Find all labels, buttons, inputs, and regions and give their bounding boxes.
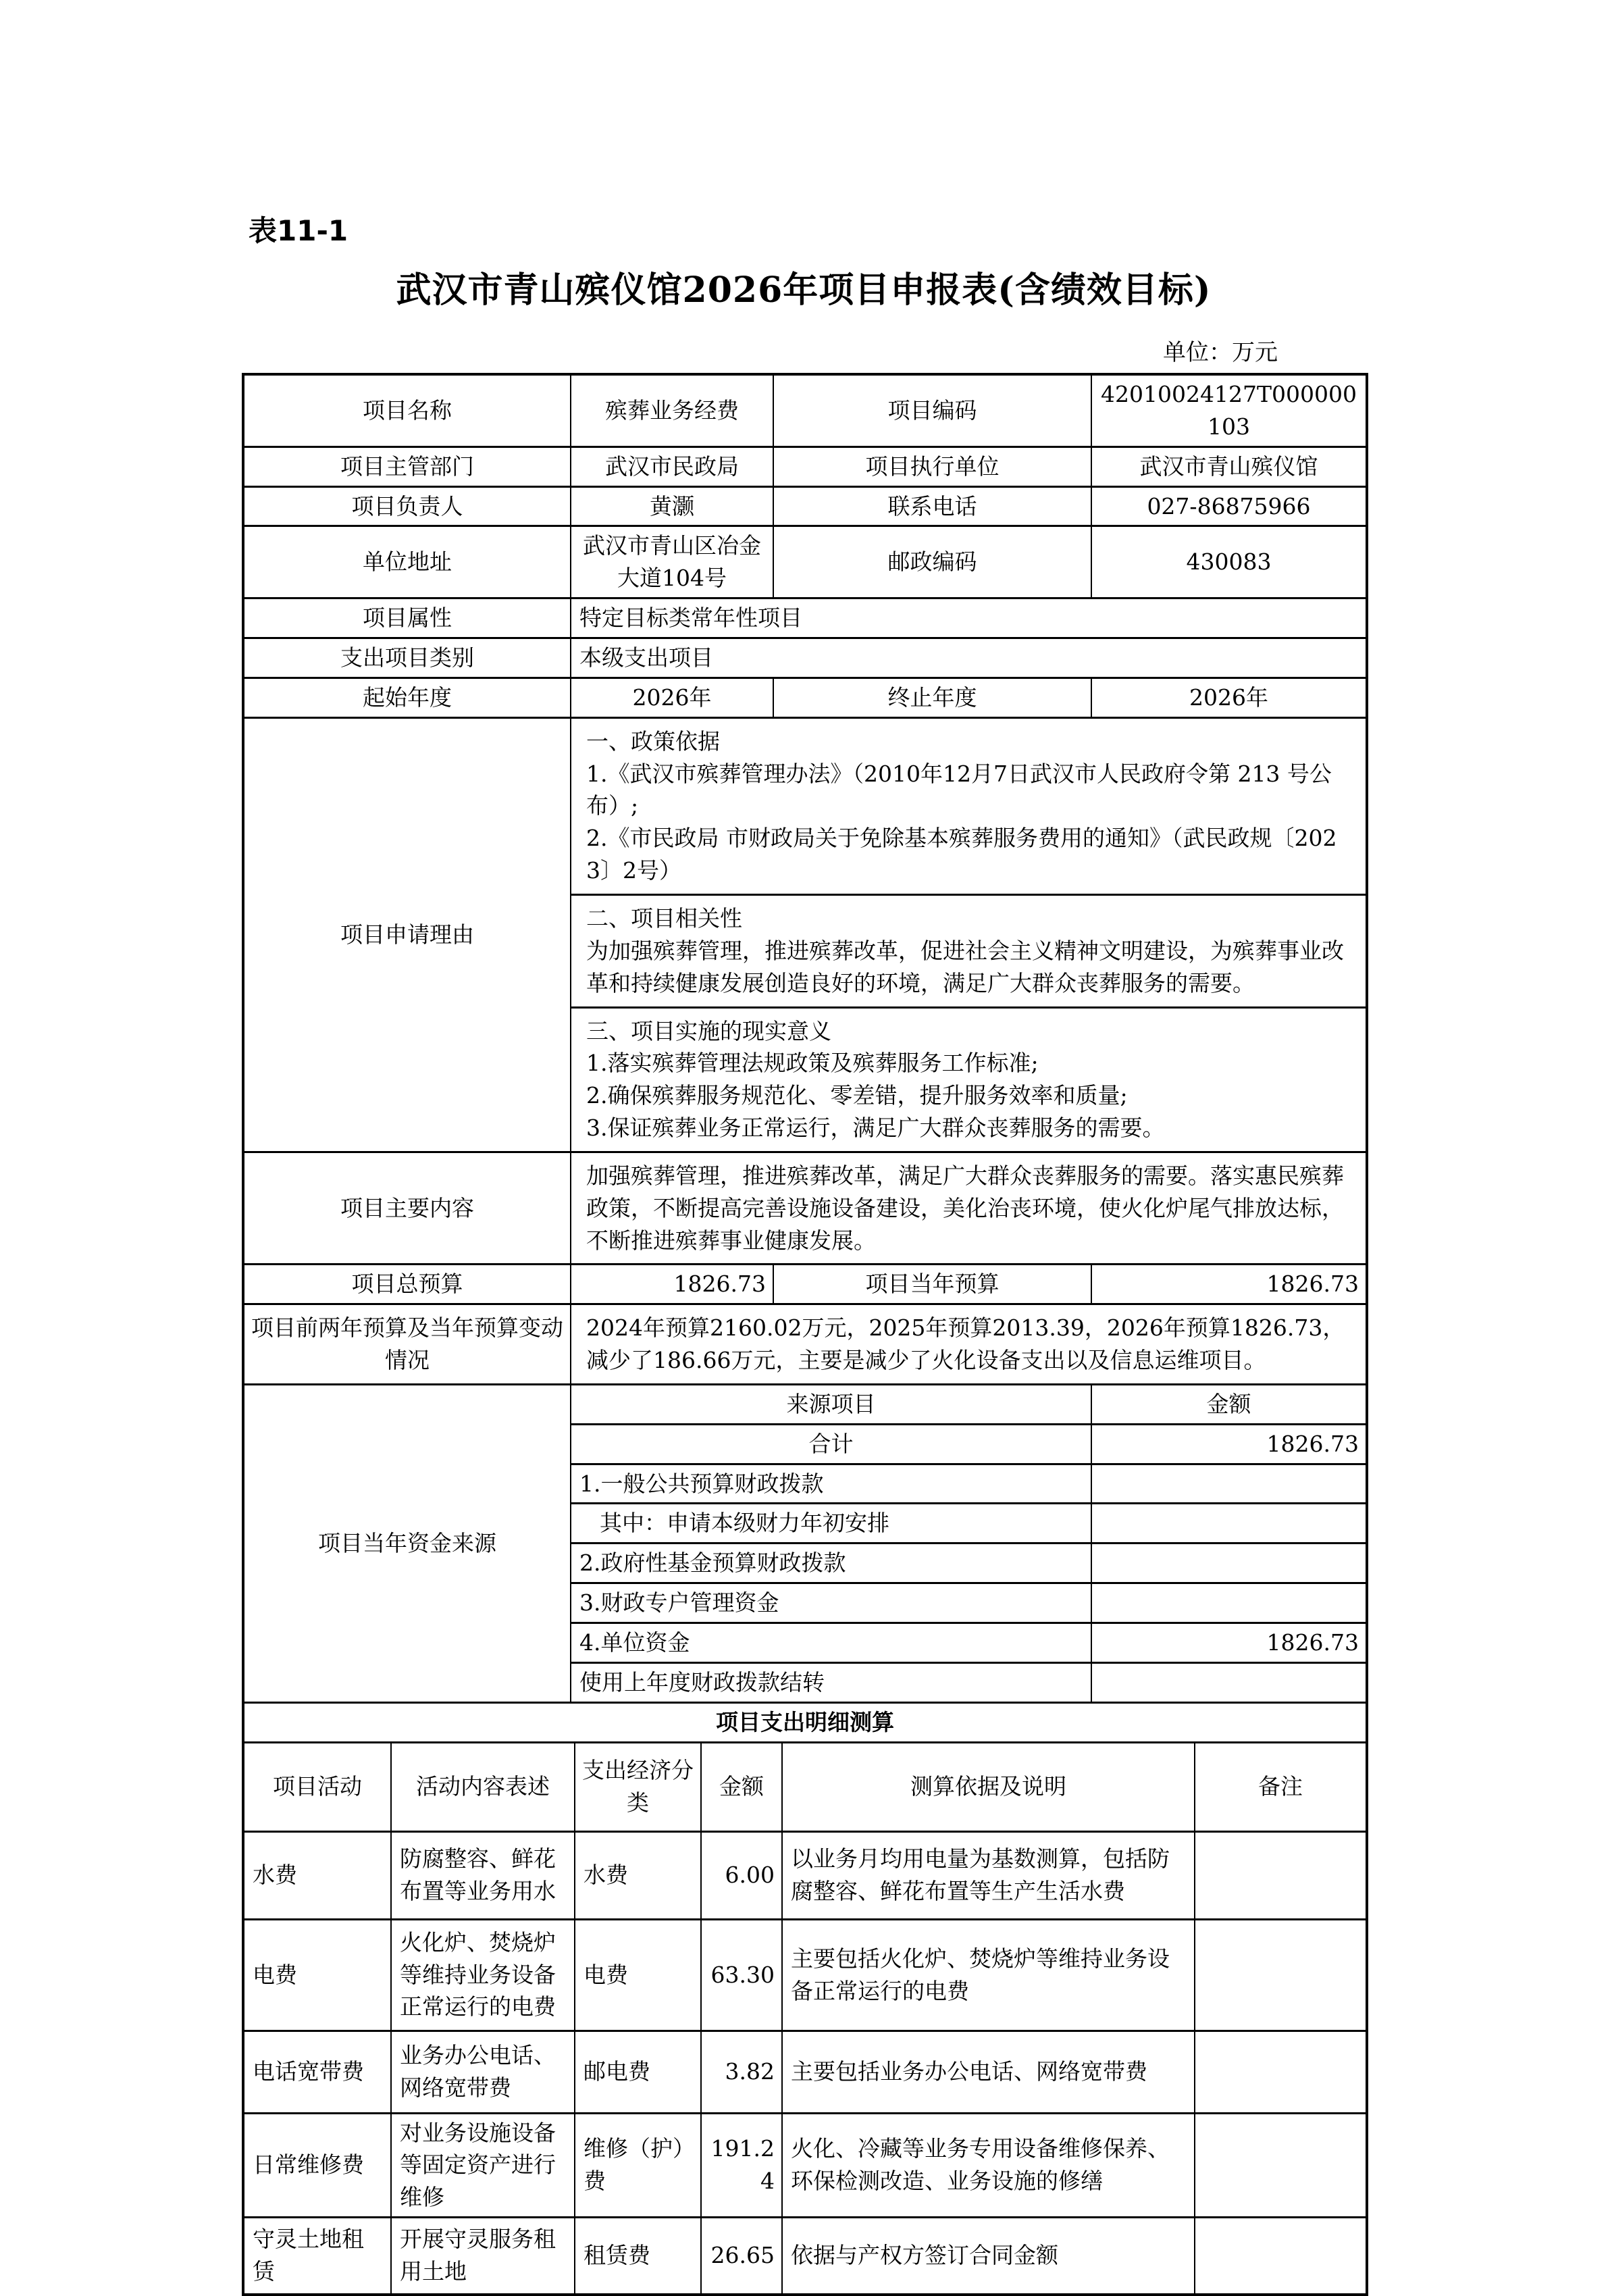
significance-heading: 三、项目实施的现实意义 <box>586 1017 831 1044</box>
project-name-value: 殡葬业务经费 <box>571 376 773 447</box>
activity: 日常维修费 <box>244 2113 391 2218</box>
significance-item-1: 1.落实殡葬管理法规政策及殡葬服务工作标准; <box>586 1050 1039 1077</box>
basis: 火化、冷藏等业务专用设备维修保养、环保检测改造、业务设施的修缮 <box>782 2113 1195 2218</box>
table-row <box>244 526 1366 598</box>
leader-value: 黄灏 <box>571 486 773 526</box>
note <box>1195 2031 1366 2113</box>
budget-change-table <box>244 1305 1366 1385</box>
table-row <box>244 719 1366 895</box>
policy-basis-item-2: 2.《市民政局 市财政局关于免除基本殡葬服务费用的通知》（武民政规〔2023〕2号） <box>586 825 1337 884</box>
exec-unit-value: 武汉市青山殡仪馆 <box>1091 447 1366 486</box>
significance-cell <box>571 1007 1366 1152</box>
policy-basis-cell <box>571 719 1366 895</box>
significance-item-2: 2.确保殡葬服务规范化、零差错，提升服务效率和质量; <box>586 1082 1128 1109</box>
current-budget-label: 项目当年预算 <box>773 1265 1091 1304</box>
policy-basis-heading: 一、政策依据 <box>586 728 720 755</box>
relevance-cell <box>571 894 1366 1007</box>
expense-row <box>244 2031 1366 2113</box>
total-budget-value: 1826.73 <box>571 1265 773 1304</box>
funding-amount-carryover <box>1091 1662 1366 1702</box>
activity: 电话宽带费 <box>244 2031 391 2113</box>
sheet-label: 表11-1 <box>249 214 348 247</box>
category: 邮电费 <box>575 2031 701 2113</box>
policy-basis-item-1: 1.《武汉市殡葬管理办法》（2010年12月7日武汉市人民政府令第 213 号公布）; <box>586 760 1332 819</box>
expense-header-row <box>244 1742 1366 1831</box>
dept-value: 武汉市民政局 <box>571 447 773 486</box>
activity: 电费 <box>244 1919 391 2031</box>
funding-amount-4: 1826.73 <box>1091 1623 1366 1663</box>
table-row <box>244 486 1366 526</box>
funding-source-3: 3.财政专户管理资金 <box>571 1583 1091 1623</box>
funding-source-carryover: 使用上年度财政拨款结转 <box>571 1662 1091 1702</box>
address-label: 单位地址 <box>244 526 571 598</box>
table-row <box>244 1305 1366 1384</box>
phone-label: 联系电话 <box>773 486 1091 526</box>
note <box>1195 1919 1366 2031</box>
apply-reason-label: 项目申请理由 <box>244 719 571 1152</box>
total-budget-label: 项目总预算 <box>244 1265 571 1304</box>
table-row <box>244 638 1366 678</box>
project-name-label: 项目名称 <box>244 376 571 447</box>
expense-row <box>244 1919 1366 2031</box>
table-row <box>244 678 1366 717</box>
funding-source-total: 合计 <box>571 1424 1091 1464</box>
col-description: 活动内容表述 <box>391 1742 575 1831</box>
phone-value: 027-86875966 <box>1091 486 1366 526</box>
end-year-value: 2026年 <box>1091 678 1366 717</box>
form-table <box>242 373 1368 2296</box>
activity: 守灵土地租赁 <box>244 2218 391 2293</box>
note <box>1195 2218 1366 2293</box>
table-row <box>244 1385 1366 1424</box>
expense-table <box>244 1704 1366 2293</box>
table-row <box>244 1265 1366 1304</box>
description: 开展守灵服务租用土地 <box>391 2218 575 2293</box>
col-activity: 项目活动 <box>244 1742 391 1831</box>
address-value: 武汉市青山区冶金大道104号 <box>571 526 773 598</box>
main-content-label: 项目主要内容 <box>244 1153 571 1265</box>
significance-item-3: 3.保证殡葬业务正常运行，满足广大群众丧葬服务的需要。 <box>586 1115 1165 1142</box>
postcode-label: 邮政编码 <box>773 526 1091 598</box>
category: 租赁费 <box>575 2218 701 2293</box>
attribute-label: 项目属性 <box>244 598 571 638</box>
category-label: 支出项目类别 <box>244 638 571 678</box>
budget-table <box>244 1265 1366 1305</box>
basis: 依据与产权方签订合同金额 <box>782 2218 1195 2293</box>
funding-amount-3 <box>1091 1583 1366 1623</box>
amount: 6.00 <box>701 1831 782 1919</box>
expense-row <box>244 2113 1366 2218</box>
basis: 主要包括火化炉、焚烧炉等维持业务设备正常运行的电费 <box>782 1919 1195 2031</box>
main-content-text: 加强殡葬管理，推进殡葬改革，满足广大群众丧葬服务的需要。落实惠民殡葬政策，不断提高完善设施设备建设，美化治丧环境，使火化炉尾气排放达标，不断推进殡葬事业健康发展。 <box>571 1153 1366 1265</box>
col-category: 支出经济分类 <box>575 1742 701 1831</box>
end-year-label: 终止年度 <box>773 678 1091 717</box>
relevance-heading: 二、项目相关性 <box>586 904 742 932</box>
start-year-value: 2026年 <box>571 678 773 717</box>
exec-unit-label: 项目执行单位 <box>773 447 1091 486</box>
apply-reason-table <box>244 719 1366 1153</box>
leader-label: 项目负责人 <box>244 486 571 526</box>
activity: 水费 <box>244 1831 391 1919</box>
budget-change-label: 项目前两年预算及当年预算变动情况 <box>244 1305 571 1384</box>
table-row <box>244 1704 1366 1742</box>
category: 维修（护）费 <box>575 2113 701 2218</box>
expense-row <box>244 2218 1366 2293</box>
category-value: 本级支出项目 <box>571 638 1366 678</box>
category: 水费 <box>575 1831 701 1919</box>
description: 对业务设施设备等固定资产进行维修 <box>391 2113 575 2218</box>
basis: 以业务月均用电量为基数测算，包括防腐整容、鲜花布置等生产生活水费 <box>782 1831 1195 1919</box>
table-row <box>244 376 1366 447</box>
dept-label: 项目主管部门 <box>244 447 571 486</box>
funding-amount-among <box>1091 1504 1366 1544</box>
note <box>1195 2113 1366 2218</box>
table-row <box>244 447 1366 486</box>
relevance-text: 为加强殡葬管理，推进殡葬改革，促进社会主义精神文明建设，为殡葬事业改革和持续健康发展创造良好的环境，满足广大群众丧葬服务的需要。 <box>586 937 1344 996</box>
funding-amount-2 <box>1091 1544 1366 1583</box>
col-basis: 测算依据及说明 <box>782 1742 1195 1831</box>
amount: 3.82 <box>701 2031 782 2113</box>
amount: 191.24 <box>701 2113 782 2218</box>
description: 业务办公电话、网络宽带费 <box>391 2031 575 2113</box>
project-code-label: 项目编码 <box>773 376 1091 447</box>
funding-source-among: 其中：申请本级财力年初安排 <box>571 1504 1091 1544</box>
amount: 26.65 <box>701 2218 782 2293</box>
funding-amount-1 <box>1091 1464 1366 1504</box>
amount: 63.30 <box>701 1919 782 2031</box>
current-budget-value: 1826.73 <box>1091 1265 1366 1304</box>
funding-col-source: 来源项目 <box>571 1385 1091 1424</box>
table-row <box>244 1153 1366 1265</box>
description: 火化炉、焚烧炉等维持业务设备正常运行的电费 <box>391 1919 575 2031</box>
expense-section-title: 项目支出明细测算 <box>244 1704 1366 1742</box>
table-row <box>244 598 1366 638</box>
page-title: 武汉市青山殡仪馆2026年项目申报表(含绩效目标) <box>396 270 1212 311</box>
attribute-value: 特定目标类常年性项目 <box>571 598 1366 638</box>
funding-col-amount: 金额 <box>1091 1385 1366 1424</box>
funding-amount-total: 1826.73 <box>1091 1424 1366 1464</box>
description: 防腐整容、鲜花布置等业务用水 <box>391 1831 575 1919</box>
expense-row <box>244 1831 1366 1919</box>
funding-source-4: 4.单位资金 <box>571 1623 1091 1663</box>
funding-table <box>244 1385 1366 1704</box>
main-content-table <box>244 1153 1366 1266</box>
budget-change-text: 2024年预算2160.02万元，2025年预算2013.39，2026年预算1826.73，减少了186.66万元，主要是减少了火化设备支出以及信息运维项目。 <box>571 1305 1366 1384</box>
info-table <box>244 376 1366 719</box>
col-note: 备注 <box>1195 1742 1366 1831</box>
funding-label: 项目当年资金来源 <box>244 1385 571 1702</box>
funding-source-2: 2.政府性基金预算财政拨款 <box>571 1544 1091 1583</box>
col-amount: 金额 <box>701 1742 782 1831</box>
category: 电费 <box>575 1919 701 2031</box>
funding-source-1: 1.一般公共预算财政拨款 <box>571 1464 1091 1504</box>
unit-note: 单位：万元 <box>1163 339 1278 366</box>
project-code-value: 42010024127T000000103 <box>1091 376 1366 447</box>
note <box>1195 1831 1366 1919</box>
postcode-value: 430083 <box>1091 526 1366 598</box>
start-year-label: 起始年度 <box>244 678 571 717</box>
basis: 主要包括业务办公电话、网络宽带费 <box>782 2031 1195 2113</box>
